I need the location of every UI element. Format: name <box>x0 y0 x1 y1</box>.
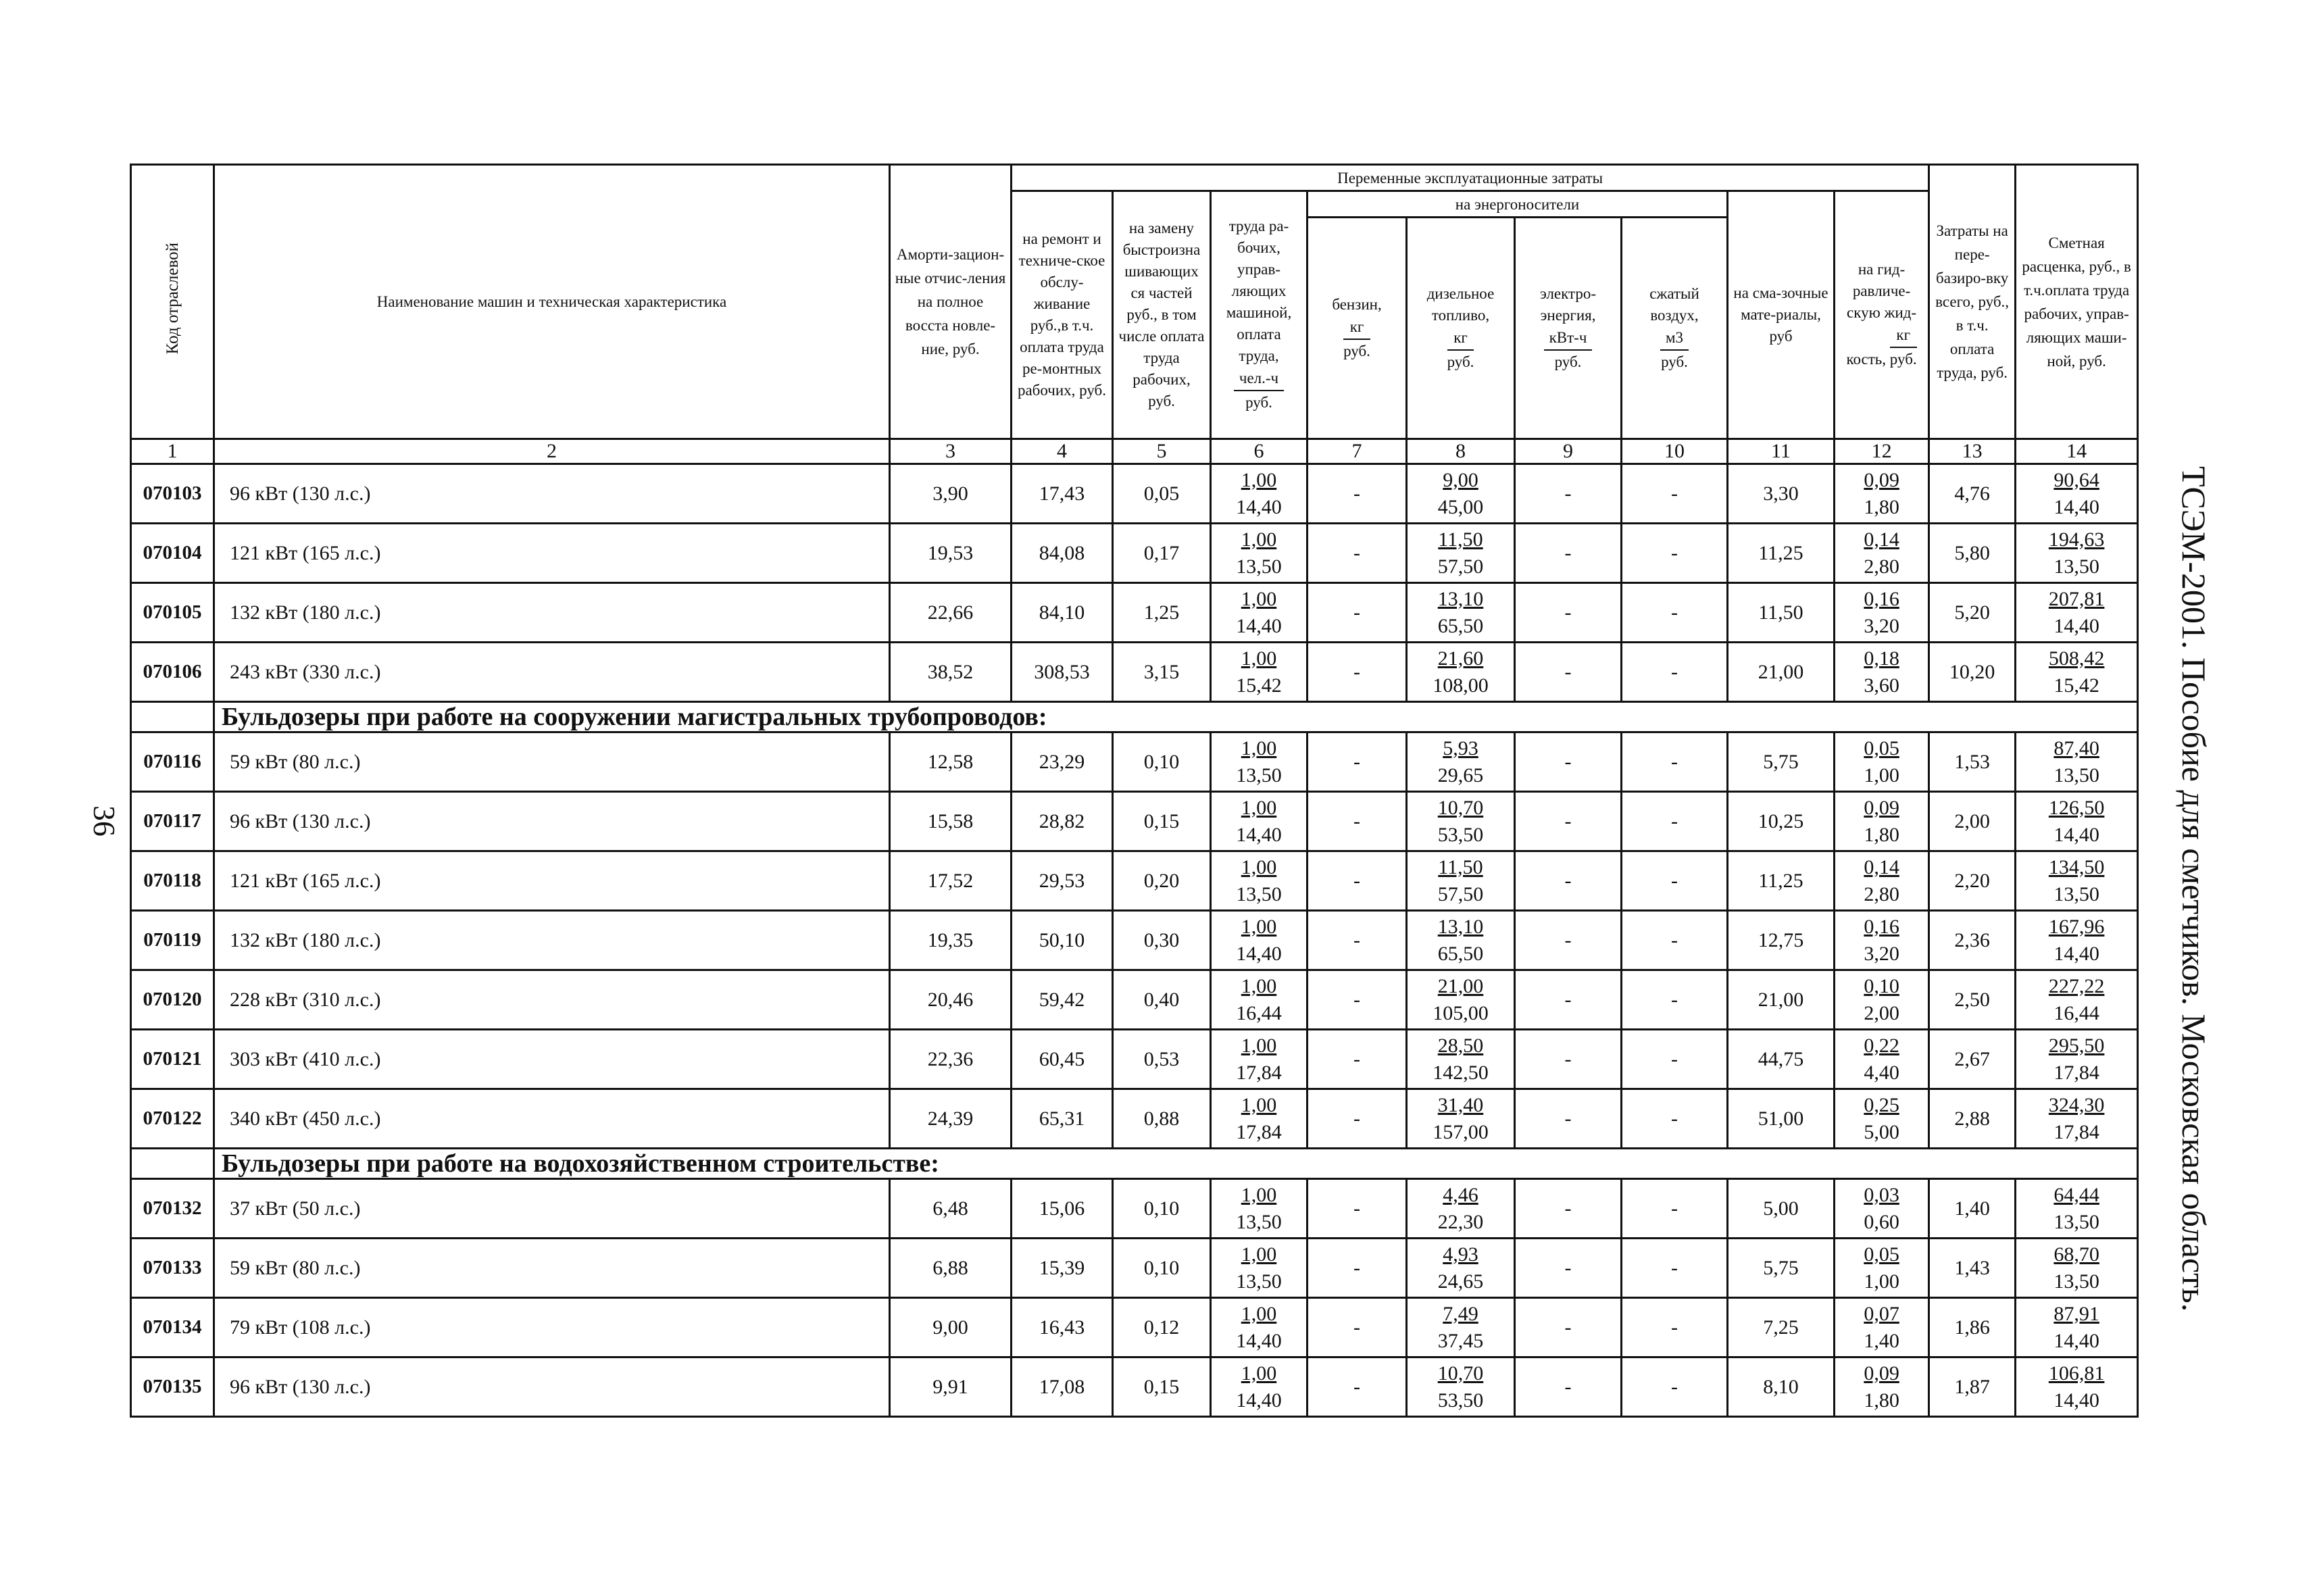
cell-hydraulic: $\frac{0,09}{1,80}$ <box>1835 792 1929 851</box>
cell-air: - <box>1622 583 1728 643</box>
cell-transfer: 2,20 <box>1929 851 2016 911</box>
cell-lubricants: 21,00 <box>1728 970 1835 1030</box>
cell-replace: 0,88 <box>1113 1089 1211 1149</box>
cell-code: 070120 <box>131 970 214 1030</box>
cell-replace: 0,05 <box>1113 464 1211 524</box>
cell-name: 340 кВт (450 л.с.) <box>214 1089 890 1149</box>
cell-code: 070135 <box>131 1357 214 1417</box>
cell-labor: $\frac{1,00}{16,44}$ <box>1211 970 1308 1030</box>
column-number: 5 <box>1113 439 1211 464</box>
cell-replace: 0,20 <box>1113 851 1211 911</box>
cell-electric: - <box>1515 970 1622 1030</box>
cell-lubricants: 10,25 <box>1728 792 1835 851</box>
cell-name: 59 кВт (80 л.с.) <box>214 732 890 792</box>
cell-hydraulic: $\frac{0,10}{2,00}$ <box>1835 970 1929 1030</box>
cell-labor: $\frac{1,00}{14,40}$ <box>1211 583 1308 643</box>
cell-electric: - <box>1515 1089 1622 1149</box>
cell-name: 121 кВт (165 л.с.) <box>214 851 890 911</box>
cell-replace: 0,10 <box>1113 1179 1211 1239</box>
cell-labor: $\frac{1,00}{14,40}$ <box>1211 1357 1308 1417</box>
cell-air: - <box>1622 524 1728 583</box>
cell-diesel: $\frac{31,40}{157,00}$ <box>1407 1089 1515 1149</box>
cell-lubricants: 8,10 <box>1728 1357 1835 1417</box>
cell-name: 121 кВт (165 л.с.) <box>214 524 890 583</box>
cell-petrol: - <box>1308 1089 1407 1149</box>
cell-repair: 59,42 <box>1012 970 1113 1030</box>
cell-amortization: 6,48 <box>890 1179 1012 1239</box>
cell-name: 303 кВт (410 л.с.) <box>214 1030 890 1089</box>
cell-rate: $\frac{87,91}{14,40}$ <box>2016 1298 2138 1357</box>
cell-name: 132 кВт (180 л.с.) <box>214 583 890 643</box>
cell-name: 228 кВт (310 л.с.) <box>214 970 890 1030</box>
cell-petrol: - <box>1308 1239 1407 1298</box>
header-repair: на ремонт и техниче-ское обслу-живание руб.,в т.ч. оплата труда ре-монтных рабочих, руб. <box>1012 191 1113 439</box>
cell-electric: - <box>1515 583 1622 643</box>
document-running-title: ТСЭМ-2001. Пособие для сметчиков. Московская область. <box>2175 466 2213 1312</box>
cell-rate: $\frac{167,96}{14,40}$ <box>2016 911 2138 970</box>
column-number: 14 <box>2016 439 2138 464</box>
section-title: Бульдозеры при работе на водохозяйственном строительстве: <box>214 1149 2138 1179</box>
section-row <box>131 702 2138 732</box>
header-air: сжатый воздух, м3 руб. <box>1622 218 1728 439</box>
cell-diesel: $\frac{11,50}{57,50}$ <box>1407 851 1515 911</box>
cell-name: 37 кВт (50 л.с.) <box>214 1179 890 1239</box>
cell-name: 132 кВт (180 л.с.) <box>214 911 890 970</box>
cell-labor: $\frac{1,00}{13,50}$ <box>1211 1239 1308 1298</box>
cell-repair: 15,39 <box>1012 1239 1113 1298</box>
cell-amortization: 6,88 <box>890 1239 1012 1298</box>
cell-transfer: 2,67 <box>1929 1030 2016 1089</box>
cell-petrol: - <box>1308 970 1407 1030</box>
cell-amortization: 17,52 <box>890 851 1012 911</box>
cell-transfer: 2,00 <box>1929 792 2016 851</box>
cell-code: 070118 <box>131 851 214 911</box>
cell-electric: - <box>1515 911 1622 970</box>
column-number: 4 <box>1012 439 1113 464</box>
header-electric: электро-энергия, кВт-ч руб. <box>1515 218 1622 439</box>
cell-name: 96 кВт (130 л.с.) <box>214 1357 890 1417</box>
cell-transfer: 5,80 <box>1929 524 2016 583</box>
cell-repair: 29,53 <box>1012 851 1113 911</box>
section-row <box>131 1149 2138 1179</box>
cell-diesel: $\frac{10,70}{53,50}$ <box>1407 792 1515 851</box>
cell-code: 070119 <box>131 911 214 970</box>
cell-hydraulic: $\frac{0,18}{3,60}$ <box>1835 643 1929 702</box>
cell-diesel: $\frac{9,00}{45,00}$ <box>1407 464 1515 524</box>
rates-table <box>130 164 2139 1418</box>
cell-transfer: 1,53 <box>1929 732 2016 792</box>
cell-electric: - <box>1515 643 1622 702</box>
cell-hydraulic: $\frac{0,14}{2,80}$ <box>1835 851 1929 911</box>
cell-diesel: $\frac{5,93}{29,65}$ <box>1407 732 1515 792</box>
table-row <box>131 732 2138 792</box>
cell-petrol: - <box>1308 1298 1407 1357</box>
cell-diesel: $\frac{21,00}{105,00}$ <box>1407 970 1515 1030</box>
cell-code: 070106 <box>131 643 214 702</box>
cell-code: 070116 <box>131 732 214 792</box>
header-hydraulic: на гид-равличе-скую жид-кость, кг руб. <box>1835 191 1929 439</box>
cell-code: 070105 <box>131 583 214 643</box>
column-number: 10 <box>1622 439 1728 464</box>
cell-rate: $\frac{324,30}{17,84}$ <box>2016 1089 2138 1149</box>
cell-electric: - <box>1515 1030 1622 1089</box>
cell-amortization: 3,90 <box>890 464 1012 524</box>
cell-electric: - <box>1515 1239 1622 1298</box>
cell-replace: 0,10 <box>1113 732 1211 792</box>
header-diesel: дизельное топливо, кг руб. <box>1407 218 1515 439</box>
cell-hydraulic: $\frac{0,09}{1,80}$ <box>1835 464 1929 524</box>
cell-repair: 15,06 <box>1012 1179 1113 1239</box>
cell-hydraulic: $\frac{0,03}{0,60}$ <box>1835 1179 1929 1239</box>
cell-hydraulic: $\frac{0,05}{1,00}$ <box>1835 1239 1929 1298</box>
cell-transfer: 2,36 <box>1929 911 2016 970</box>
cell-transfer: 1,87 <box>1929 1357 2016 1417</box>
cell-lubricants: 11,25 <box>1728 851 1835 911</box>
cell-diesel: $\frac{4,46}{22,30}$ <box>1407 1179 1515 1239</box>
cell-lubricants: 11,50 <box>1728 583 1835 643</box>
cell-lubricants: 11,25 <box>1728 524 1835 583</box>
cell-petrol: - <box>1308 1030 1407 1089</box>
table-header <box>131 165 2138 439</box>
cell-air: - <box>1622 911 1728 970</box>
cell-lubricants: 5,75 <box>1728 1239 1835 1298</box>
table-row <box>131 1357 2138 1417</box>
cell-hydraulic: $\frac{0,16}{3,20}$ <box>1835 583 1929 643</box>
cell-electric: - <box>1515 1298 1622 1357</box>
cell-petrol: - <box>1308 583 1407 643</box>
cell-hydraulic: $\frac{0,05}{1,00}$ <box>1835 732 1929 792</box>
cell-repair: 60,45 <box>1012 1030 1113 1089</box>
column-number: 3 <box>890 439 1012 464</box>
cell-rate: $\frac{64,44}{13,50}$ <box>2016 1179 2138 1239</box>
table-row <box>131 911 2138 970</box>
cell-replace: 0,15 <box>1113 1357 1211 1417</box>
cell-repair: 16,43 <box>1012 1298 1113 1357</box>
cell-diesel: $\frac{21,60}{108,00}$ <box>1407 643 1515 702</box>
cell-lubricants: 7,25 <box>1728 1298 1835 1357</box>
cell-rate: $\frac{227,22}{16,44}$ <box>2016 970 2138 1030</box>
column-number: 8 <box>1407 439 1515 464</box>
cell-hydraulic: $\frac{0,14}{2,80}$ <box>1835 524 1929 583</box>
cell-electric: - <box>1515 732 1622 792</box>
column-number: 11 <box>1728 439 1835 464</box>
cell-amortization: 9,91 <box>890 1357 1012 1417</box>
cell-diesel: $\frac{4,93}{24,65}$ <box>1407 1239 1515 1298</box>
cell-lubricants: 3,30 <box>1728 464 1835 524</box>
cell-rate: $\frac{126,50}{14,40}$ <box>2016 792 2138 851</box>
table-row <box>131 583 2138 643</box>
cell-electric: - <box>1515 851 1622 911</box>
cell-amortization: 22,36 <box>890 1030 1012 1089</box>
header-name: Наименование машин и техническая характеристика <box>214 165 890 439</box>
cell-hydraulic: $\frac{0,07}{1,40}$ <box>1835 1298 1929 1357</box>
cell-petrol: - <box>1308 1179 1407 1239</box>
cell-hydraulic: $\frac{0,22}{4,40}$ <box>1835 1030 1929 1089</box>
cell-air: - <box>1622 1298 1728 1357</box>
cell-air: - <box>1622 1089 1728 1149</box>
cell-lubricants: 12,75 <box>1728 911 1835 970</box>
cell-hydraulic: $\frac{0,09}{1,80}$ <box>1835 1357 1929 1417</box>
table-body <box>131 439 2138 1417</box>
cell-petrol: - <box>1308 464 1407 524</box>
header-energy: на энергоносители <box>1308 191 1728 218</box>
cell-labor: $\frac{1,00}{13,50}$ <box>1211 851 1308 911</box>
cell-code: 070133 <box>131 1239 214 1298</box>
table-row <box>131 1089 2138 1149</box>
cell-repair: 84,10 <box>1012 583 1113 643</box>
cell-name: 79 кВт (108 л.с.) <box>214 1298 890 1357</box>
cell-lubricants: 51,00 <box>1728 1089 1835 1149</box>
header-variable-costs: Переменные эксплуатационные затраты <box>1012 165 1929 191</box>
cell-amortization: 15,58 <box>890 792 1012 851</box>
cell-replace: 0,30 <box>1113 911 1211 970</box>
cell-diesel: $\frac{13,10}{65,50}$ <box>1407 911 1515 970</box>
cell-air: - <box>1622 643 1728 702</box>
cell-repair: 308,53 <box>1012 643 1113 702</box>
column-number: 13 <box>1929 439 2016 464</box>
column-number: 1 <box>131 439 214 464</box>
cell-rate: $\frac{106,81}{14,40}$ <box>2016 1357 2138 1417</box>
cell-electric: - <box>1515 1179 1622 1239</box>
cell-transfer: 1,86 <box>1929 1298 2016 1357</box>
cell-petrol: - <box>1308 851 1407 911</box>
cell-amortization: 24,39 <box>890 1089 1012 1149</box>
cell-labor: $\frac{1,00}{17,84}$ <box>1211 1089 1308 1149</box>
cell-transfer: 2,50 <box>1929 970 2016 1030</box>
cell-replace: 0,40 <box>1113 970 1211 1030</box>
table-row <box>131 524 2138 583</box>
cell-amortization: 22,66 <box>890 583 1012 643</box>
cell-name: 96 кВт (130 л.с.) <box>214 464 890 524</box>
cell-electric: - <box>1515 792 1622 851</box>
cell-amortization: 19,53 <box>890 524 1012 583</box>
cell-transfer: 1,43 <box>1929 1239 2016 1298</box>
cell-transfer: 2,88 <box>1929 1089 2016 1149</box>
table-row <box>131 792 2138 851</box>
cell-lubricants: 44,75 <box>1728 1030 1835 1089</box>
cell-repair: 65,31 <box>1012 1089 1113 1149</box>
cell-petrol: - <box>1308 524 1407 583</box>
cell-petrol: - <box>1308 792 1407 851</box>
cell-code: 070134 <box>131 1298 214 1357</box>
cell-electric: - <box>1515 1357 1622 1417</box>
cell-lubricants: 21,00 <box>1728 643 1835 702</box>
page-number: 36 <box>87 805 122 837</box>
cell-code: 070104 <box>131 524 214 583</box>
cell-rate: $\frac{207,81}{14,40}$ <box>2016 583 2138 643</box>
cell-amortization: 12,58 <box>890 732 1012 792</box>
cell-name: 243 кВт (330 л.с.) <box>214 643 890 702</box>
table-row <box>131 1239 2138 1298</box>
header-lubricants: на сма-зочные мате-риалы, руб <box>1728 191 1835 439</box>
cell-air: - <box>1622 1030 1728 1089</box>
header-rate: Сметная расценка, руб., в т.ч.оплата труда рабочих, управ-ляющих маши- ной, руб. <box>2016 165 2138 439</box>
cell-transfer: 1,40 <box>1929 1179 2016 1239</box>
cell-labor: $\frac{1,00}{14,40}$ <box>1211 911 1308 970</box>
cell-diesel: $\frac{28,50}{142,50}$ <box>1407 1030 1515 1089</box>
cell-rate: $\frac{134,50}{13,50}$ <box>2016 851 2138 911</box>
cell-code: 070122 <box>131 1089 214 1149</box>
cell-repair: 23,29 <box>1012 732 1113 792</box>
header-transfer: Затраты на пере-базиро-вку всего, руб., в т.ч. оплата труда, руб. <box>1929 165 2016 439</box>
cell-petrol: - <box>1308 732 1407 792</box>
cell-rate: $\frac{68,70}{13,50}$ <box>2016 1239 2138 1298</box>
cell-labor: $\frac{1,00}{15,42}$ <box>1211 643 1308 702</box>
cell-repair: 17,43 <box>1012 464 1113 524</box>
cell-air: - <box>1622 792 1728 851</box>
column-number: 2 <box>214 439 890 464</box>
table-row <box>131 970 2138 1030</box>
cell-code: 070132 <box>131 1179 214 1239</box>
header-replace: на замену быстроизна шивающих ся частей руб., в том числе оплата труда рабочих, руб. <box>1113 191 1211 439</box>
cell-labor: $\frac{1,00}{13,50}$ <box>1211 524 1308 583</box>
cell-air: - <box>1622 1357 1728 1417</box>
cell-lubricants: 5,75 <box>1728 732 1835 792</box>
cell-code: 070117 <box>131 792 214 851</box>
cell-petrol: - <box>1308 911 1407 970</box>
cell-replace: 0,15 <box>1113 792 1211 851</box>
table-row <box>131 1179 2138 1239</box>
cell-transfer: 4,76 <box>1929 464 2016 524</box>
cell-replace: 0,12 <box>1113 1298 1211 1357</box>
column-number: 7 <box>1308 439 1407 464</box>
cell-repair: 50,10 <box>1012 911 1113 970</box>
cell-rate: $\frac{90,64}{14,40}$ <box>2016 464 2138 524</box>
cell-name: 59 кВт (80 л.с.) <box>214 1239 890 1298</box>
cell-labor: $\frac{1,00}{17,84}$ <box>1211 1030 1308 1089</box>
cell-amortization: 38,52 <box>890 643 1012 702</box>
header-petrol: бензин, кг руб. <box>1308 218 1407 439</box>
cell-lubricants: 5,00 <box>1728 1179 1835 1239</box>
cell-repair: 28,82 <box>1012 792 1113 851</box>
cell-electric: - <box>1515 464 1622 524</box>
cell-repair: 17,08 <box>1012 1357 1113 1417</box>
cell-diesel: $\frac{13,10}{65,50}$ <box>1407 583 1515 643</box>
cell-rate: $\frac{194,63}{13,50}$ <box>2016 524 2138 583</box>
cell-code: 070103 <box>131 464 214 524</box>
table-row <box>131 1030 2138 1089</box>
cell-air: - <box>1622 851 1728 911</box>
cell-diesel: $\frac{11,50}{57,50}$ <box>1407 524 1515 583</box>
header-labor: труда ра-бочих, управ-ляющих машиной, оплата труда, чел.-ч руб. <box>1211 191 1308 439</box>
table-row <box>131 464 2138 524</box>
cell-replace: 0,10 <box>1113 1239 1211 1298</box>
table-row <box>131 851 2138 911</box>
section-title: Бульдозеры при работе на сооружении магистральных трубопроводов: <box>214 702 2138 732</box>
cell-transfer: 5,20 <box>1929 583 2016 643</box>
cell-rate: $\frac{295,50}{17,84}$ <box>2016 1030 2138 1089</box>
column-number: 9 <box>1515 439 1622 464</box>
cell-labor: $\frac{1,00}{13,50}$ <box>1211 732 1308 792</box>
cell-amortization: 9,00 <box>890 1298 1012 1357</box>
cell-petrol: - <box>1308 1357 1407 1417</box>
cell-transfer: 10,20 <box>1929 643 2016 702</box>
cell-labor: $\frac{1,00}{13,50}$ <box>1211 1179 1308 1239</box>
cell-code: 070121 <box>131 1030 214 1089</box>
table-row <box>131 1298 2138 1357</box>
column-number: 6 <box>1211 439 1308 464</box>
cell-repair: 84,08 <box>1012 524 1113 583</box>
cell-labor: $\frac{1,00}{14,40}$ <box>1211 464 1308 524</box>
cell-hydraulic: $\frac{0,25}{5,00}$ <box>1835 1089 1929 1149</box>
cell-amortization: 20,46 <box>890 970 1012 1030</box>
cell-labor: $\frac{1,00}{14,40}$ <box>1211 792 1308 851</box>
column-number: 12 <box>1835 439 1929 464</box>
cell-amortization: 19,35 <box>890 911 1012 970</box>
cell-labor: $\frac{1,00}{14,40}$ <box>1211 1298 1308 1357</box>
cell-replace: 3,15 <box>1113 643 1211 702</box>
cell-air: - <box>1622 464 1728 524</box>
cell-air: - <box>1622 1179 1728 1239</box>
cell-rate: $\frac{508,42}{15,42}$ <box>2016 643 2138 702</box>
cell-rate: $\frac{87,40}{13,50}$ <box>2016 732 2138 792</box>
cell-air: - <box>1622 1239 1728 1298</box>
cell-hydraulic: $\frac{0,16}{3,20}$ <box>1835 911 1929 970</box>
cell-air: - <box>1622 732 1728 792</box>
cell-replace: 1,25 <box>1113 583 1211 643</box>
cell-diesel: $\frac{10,70}{53,50}$ <box>1407 1357 1515 1417</box>
table-row <box>131 643 2138 702</box>
cell-electric: - <box>1515 524 1622 583</box>
cell-replace: 0,53 <box>1113 1030 1211 1089</box>
cell-air: - <box>1622 970 1728 1030</box>
column-number-row <box>131 439 2138 464</box>
header-code: Код отраслевой <box>131 165 214 439</box>
cell-petrol: - <box>1308 643 1407 702</box>
header-amortization: Аморти-зацион-ные отчис-ления на полное восста новле-ние, руб. <box>890 165 1012 439</box>
cell-diesel: $\frac{7,49}{37,45}$ <box>1407 1298 1515 1357</box>
cell-name: 96 кВт (130 л.с.) <box>214 792 890 851</box>
cell-replace: 0,17 <box>1113 524 1211 583</box>
